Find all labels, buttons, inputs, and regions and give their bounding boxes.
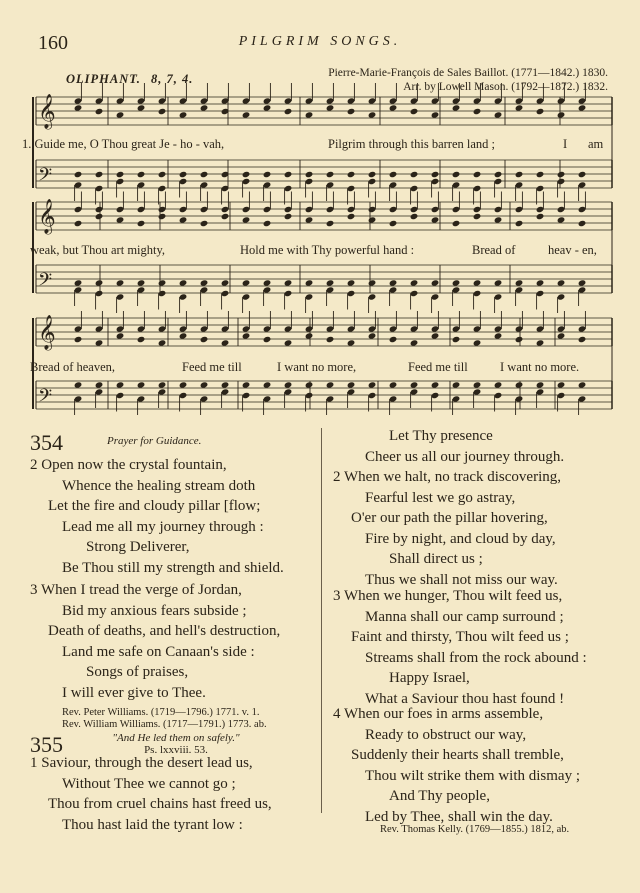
verse-line: 1 Saviour, through the desert lead us, [30, 755, 253, 771]
attribution-line: Rev. Peter Williams. (1719—1796.) 1771. v. 1. [62, 707, 260, 718]
tune-name: OLIPHANT. [66, 72, 141, 86]
lyric-segment: heav - en, [548, 243, 597, 257]
verse-line: Whence the healing stream doth [62, 477, 256, 494]
verse-line: Let the fire and cloudy pillar [flow; [48, 498, 261, 515]
hymn-355-stanza-4 [333, 704, 580, 828]
svg-text:𝄢: 𝄢 [38, 270, 53, 295]
svg-text:𝄞: 𝄞 [38, 199, 56, 234]
verse-line: Thou wilt strike them with dismay ; [365, 767, 580, 784]
lyric-segment: Bread of [472, 243, 516, 257]
verse-line: Fire by night, and cloud by day, [365, 530, 556, 547]
hymn-354-heading [30, 430, 201, 456]
verse-line: O'er our path the pillar hovering, [351, 510, 548, 527]
verse-line: Strong Deliverer, [86, 539, 190, 556]
tune-meter: 8, 7, 4. [151, 72, 194, 86]
verse-line: Let Thy presence [389, 428, 493, 444]
verse-line: Faint and thirsty, Thou wilt feed us ; [351, 629, 569, 646]
hymn-title: Prayer for Guidance. [107, 435, 202, 447]
verse-line: Land me safe on Canaan's side : [62, 643, 255, 660]
verse-line: I will ever give to Thee. [62, 684, 206, 701]
verse-line: Songs of praises, [86, 664, 189, 681]
lyric-segment: I [563, 137, 568, 151]
svg-text:𝄞: 𝄞 [38, 94, 56, 129]
lyric-segment: I want no more. [500, 360, 580, 374]
lyric-segment: Bread of heaven, [30, 360, 116, 374]
verse-line: Death of deaths, and hell's destruction, [48, 623, 281, 640]
lyric-segment: Hold me with Thy powerful hand : [240, 243, 415, 257]
verse-line: 4 When our foes in arms assemble, [333, 706, 544, 722]
hymn-title: "And He led them on safely." [112, 732, 240, 744]
verse-line: 3 When I tread the verge of Jordan, [30, 582, 242, 598]
running-title: PILGRIM SONGS. [238, 34, 402, 49]
verse-line: Cheer us all our journey through. [365, 448, 565, 465]
verse-line: And Thy people, [389, 788, 490, 805]
hymn-355-stanza-1-continued [333, 426, 564, 467]
hymn-354-stanza-2 [30, 455, 284, 579]
composer-line-2: Arr. by Lowell Mason. (1792—1872.) 1832. [403, 81, 608, 93]
lyric-segment: Pilgrim through this barren land ; [328, 137, 495, 151]
column-divider [321, 428, 322, 813]
verse-line: Streams shall from the rock abound : [365, 649, 587, 666]
verse-line: Lead me all my journey through : [62, 518, 264, 535]
verse-line: Thou from cruel chains hast freed us, [48, 796, 272, 813]
hymn-number: 354 [30, 430, 63, 455]
page-number: 160 [38, 32, 68, 54]
lyric-segment: 1. Guide me, O Thou great Je - ho - vah, [22, 137, 225, 151]
verse-line: Manna shall our camp surround ; [365, 608, 564, 625]
verse-line: Fearful lest we go astray, [365, 489, 516, 506]
scripture-reference: Ps. lxxviii. 53. [144, 744, 208, 756]
hymn-354-stanza-3 [30, 580, 280, 704]
verse-line: 3 When we hunger, Thou wilt feed us, [333, 588, 563, 604]
hymn-355-stanza-1 [30, 753, 272, 835]
verse-line: 2 Open now the crystal fountain, [30, 457, 227, 473]
verse-line: Thus we shall not miss our way. [365, 571, 558, 588]
lyric-segment: Feed me till [182, 360, 242, 374]
verse-line: Shall direct us ; [389, 551, 483, 568]
svg-text:𝄢: 𝄢 [38, 386, 53, 411]
verse-line: What a Saviour thou hast found ! [365, 690, 565, 707]
verse-line: Ready to obstruct our way, [365, 726, 527, 743]
attribution-line: Rev. William Williams. (1717—1791.) 1773. ab. [62, 719, 267, 730]
verse-line: Be Thou still my strength and shield. [62, 559, 284, 576]
lyric-segment: Feed me till [408, 360, 468, 374]
svg-text:𝄢: 𝄢 [38, 165, 53, 190]
lyric-segment: weak, but Thou art mighty, [30, 243, 166, 257]
verse-line: Bid my anxious fears subside ; [62, 602, 247, 619]
svg-text:𝄞: 𝄞 [38, 315, 56, 350]
hymn-354-attribution [62, 707, 267, 731]
composer-line-1: Pierre-Marie-François de Sales Baillot. (1771—1842.) 1830. [328, 67, 608, 79]
verse-line: Happy Israel, [389, 670, 470, 687]
hymn-355-attribution: Rev. Thomas Kelly. (1769—1855.) 1812, ab. [380, 824, 570, 835]
verse-line: 2 When we halt, no track discovering, [333, 469, 561, 485]
hymn-355-stanza-3 [333, 586, 587, 710]
verse-line: Led by Thee, shall win the day. [365, 808, 553, 825]
hymn-355-stanza-2 [333, 467, 561, 591]
lyric-segment: I want no more, [277, 360, 357, 374]
verse-line: Thou hast laid the tyrant low : [62, 816, 243, 833]
verse-line: Without Thee we cannot go ; [62, 775, 236, 792]
hymn-number: 355 [30, 732, 63, 757]
lyric-segment: am [588, 137, 604, 151]
verse-line: Suddenly their hearts shall tremble, [351, 747, 564, 764]
